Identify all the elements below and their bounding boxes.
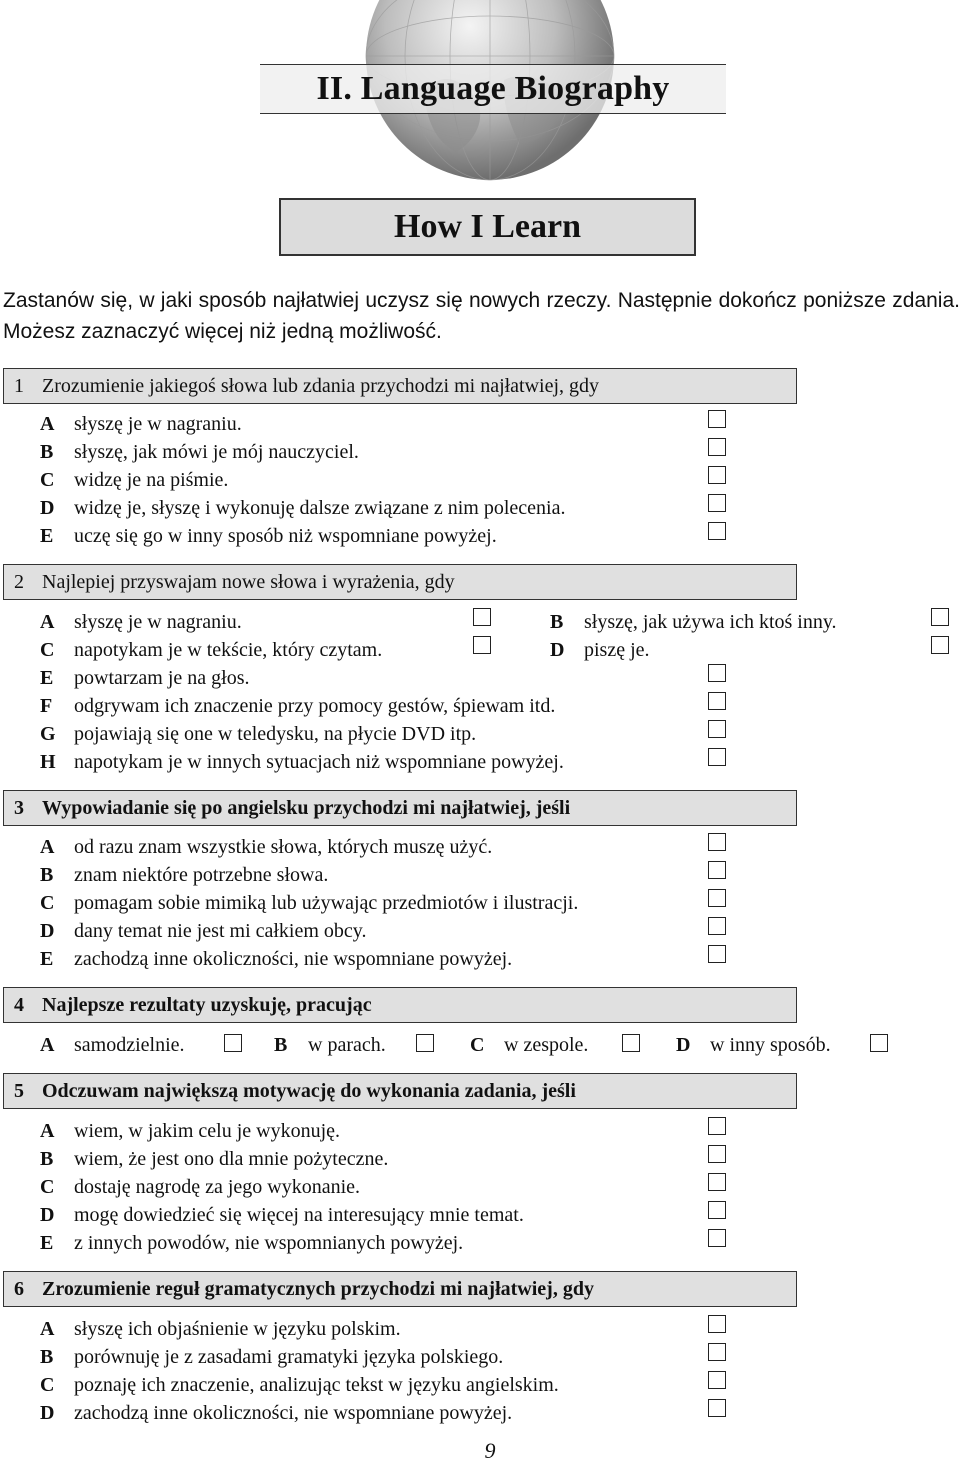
subtitle-box	[279, 198, 696, 256]
checkbox-1c[interactable]	[708, 466, 726, 484]
question-2-header	[3, 564, 797, 600]
option-5d: D mogę dowiedzieć się więcej na interesujący mnie temat.	[40, 1204, 524, 1226]
page-subtitle: How I Learn	[394, 208, 581, 245]
option-5a: A wiem, w jakim celu je wykonuję.	[40, 1120, 341, 1142]
question-number: 6	[14, 1277, 24, 1300]
question-6-header	[3, 1271, 797, 1307]
option-2h: H napotykam je w innych sytuacjach niż wspomniane powyżej.	[40, 751, 564, 773]
intro-text: Zastanów się, w jaki sposób najłatwiej uczysz się nowych rzeczy. Następnie dokończ poniższe zdania. Możesz zaznaczyć więcej niż jedną możliwość.	[3, 289, 960, 343]
option-3d: D dany temat nie jest mi całkiem obcy.	[40, 920, 367, 942]
checkbox-5e[interactable]	[708, 1229, 726, 1247]
checkbox-5c[interactable]	[708, 1173, 726, 1191]
question-number: 2	[14, 570, 24, 593]
question-text: Najlepiej przyswajam nowe słowa i wyrażenia, gdy	[42, 570, 455, 593]
option-4a: A samodzielnie.	[40, 1034, 185, 1056]
page-number: 9	[484, 1438, 496, 1463]
checkbox-2f[interactable]	[708, 692, 726, 710]
question-number: 4	[14, 993, 24, 1016]
checkbox-4d[interactable]	[870, 1034, 888, 1052]
option-6b: B porównuję je z zasadami gramatyki języka polskiego.	[40, 1346, 504, 1368]
question-number: 5	[14, 1079, 24, 1102]
checkbox-5b[interactable]	[708, 1145, 726, 1163]
question-text: Zrozumienie jakiegoś słowa lub zdania przychodzi mi najłatwiej, gdy	[42, 374, 600, 397]
checkbox-2d[interactable]	[931, 636, 949, 654]
checkbox-2a[interactable]	[473, 608, 491, 626]
option-2c: C napotykam je w tekście, który czytam.	[40, 639, 383, 661]
option-1e: E uczę się go w inny sposób niż wspomniane powyżej.	[40, 525, 497, 547]
checkbox-4b[interactable]	[416, 1034, 434, 1052]
checkbox-3c[interactable]	[708, 889, 726, 907]
checkbox-2g[interactable]	[708, 720, 726, 738]
option-2b: B słyszę, jak używa ich ktoś inny.	[550, 611, 837, 633]
checkbox-1b[interactable]	[708, 438, 726, 456]
checkbox-2h[interactable]	[708, 748, 726, 766]
checkbox-2c[interactable]	[473, 636, 491, 654]
question-number: 3	[14, 796, 24, 819]
checkbox-1d[interactable]	[708, 494, 726, 512]
checkbox-6b[interactable]	[708, 1343, 726, 1361]
title-band	[260, 64, 726, 114]
checkbox-2e[interactable]	[708, 664, 726, 682]
option-4c: C w zespole.	[470, 1034, 589, 1056]
option-5c: C dostaję nagrodę za jego wykonanie.	[40, 1176, 361, 1198]
option-2d: D piszę je.	[550, 639, 650, 661]
option-1d: D widzę je, słyszę i wykonuję dalsze związane z nim polecenia.	[40, 497, 566, 519]
option-2a: A słyszę je w nagraniu.	[40, 611, 242, 633]
checkbox-1e[interactable]	[708, 522, 726, 540]
question-5-header	[3, 1073, 797, 1109]
question-number: 1	[14, 374, 24, 397]
option-3e: E zachodzą inne okoliczności, nie wspomniane powyżej.	[40, 948, 513, 970]
checkbox-3e[interactable]	[708, 945, 726, 963]
option-1b: B słyszę, jak mówi je mój nauczyciel.	[40, 441, 359, 463]
option-3c: C pomagam sobie mimiką lub używając przedmiotów i ilustracji.	[40, 892, 579, 914]
page-title: II. Language Biography	[316, 70, 670, 107]
checkbox-6d[interactable]	[708, 1399, 726, 1417]
checkbox-6a[interactable]	[708, 1315, 726, 1333]
checkbox-3a[interactable]	[708, 833, 726, 851]
checkbox-5d[interactable]	[708, 1201, 726, 1219]
option-6c: C poznaję ich znaczenie, analizując tekst w języku angielskim.	[40, 1374, 559, 1396]
option-2f: F odgrywam ich znaczenie przy pomocy gestów, śpiewam itd.	[40, 695, 556, 717]
checkbox-4c[interactable]	[622, 1034, 640, 1052]
option-6a: A słyszę ich objaśnienie w języku polskim.	[40, 1318, 401, 1340]
question-text: Wypowiadanie się po angielsku przychodzi mi najłatwiej, jeśli	[42, 796, 571, 819]
checkbox-3b[interactable]	[708, 861, 726, 879]
question-4-header	[3, 987, 797, 1023]
question-1-header	[3, 368, 797, 404]
option-5e: E z innych powodów, nie wspomnianych powyżej.	[40, 1232, 464, 1254]
question-text: Najlepsze rezultaty uzyskuję, pracując	[42, 993, 372, 1016]
question-text: Zrozumienie reguł gramatycznych przychodzi mi najłatwiej, gdy	[42, 1277, 594, 1300]
option-3a: A od razu znam wszystkie słowa, których muszę użyć.	[40, 836, 493, 858]
checkbox-5a[interactable]	[708, 1117, 726, 1135]
option-3b: B znam niektóre potrzebne słowa.	[40, 864, 329, 886]
checkbox-4a[interactable]	[224, 1034, 242, 1052]
checkbox-2b[interactable]	[931, 608, 949, 626]
checkbox-1a[interactable]	[708, 410, 726, 428]
question-text: Odczuwam największą motywację do wykonania zadania, jeśli	[42, 1079, 576, 1102]
option-2e: E powtarzam je na głos.	[40, 667, 250, 689]
option-2g: G pojawiają się one w teledysku, na płycie DVD itp.	[40, 723, 477, 745]
option-5b: B wiem, że jest ono dla mnie pożyteczne.	[40, 1148, 389, 1170]
option-1c: C widzę je na piśmie.	[40, 469, 229, 491]
question-3-header	[3, 790, 797, 826]
option-4d: D w inny sposób.	[676, 1034, 831, 1056]
checkbox-3d[interactable]	[708, 917, 726, 935]
option-1a: A słyszę je w nagraniu.	[40, 413, 242, 435]
checkbox-6c[interactable]	[708, 1371, 726, 1389]
option-4b: B w parach.	[274, 1034, 386, 1056]
option-6d: D zachodzą inne okoliczności, nie wspomniane powyżej.	[40, 1402, 513, 1424]
